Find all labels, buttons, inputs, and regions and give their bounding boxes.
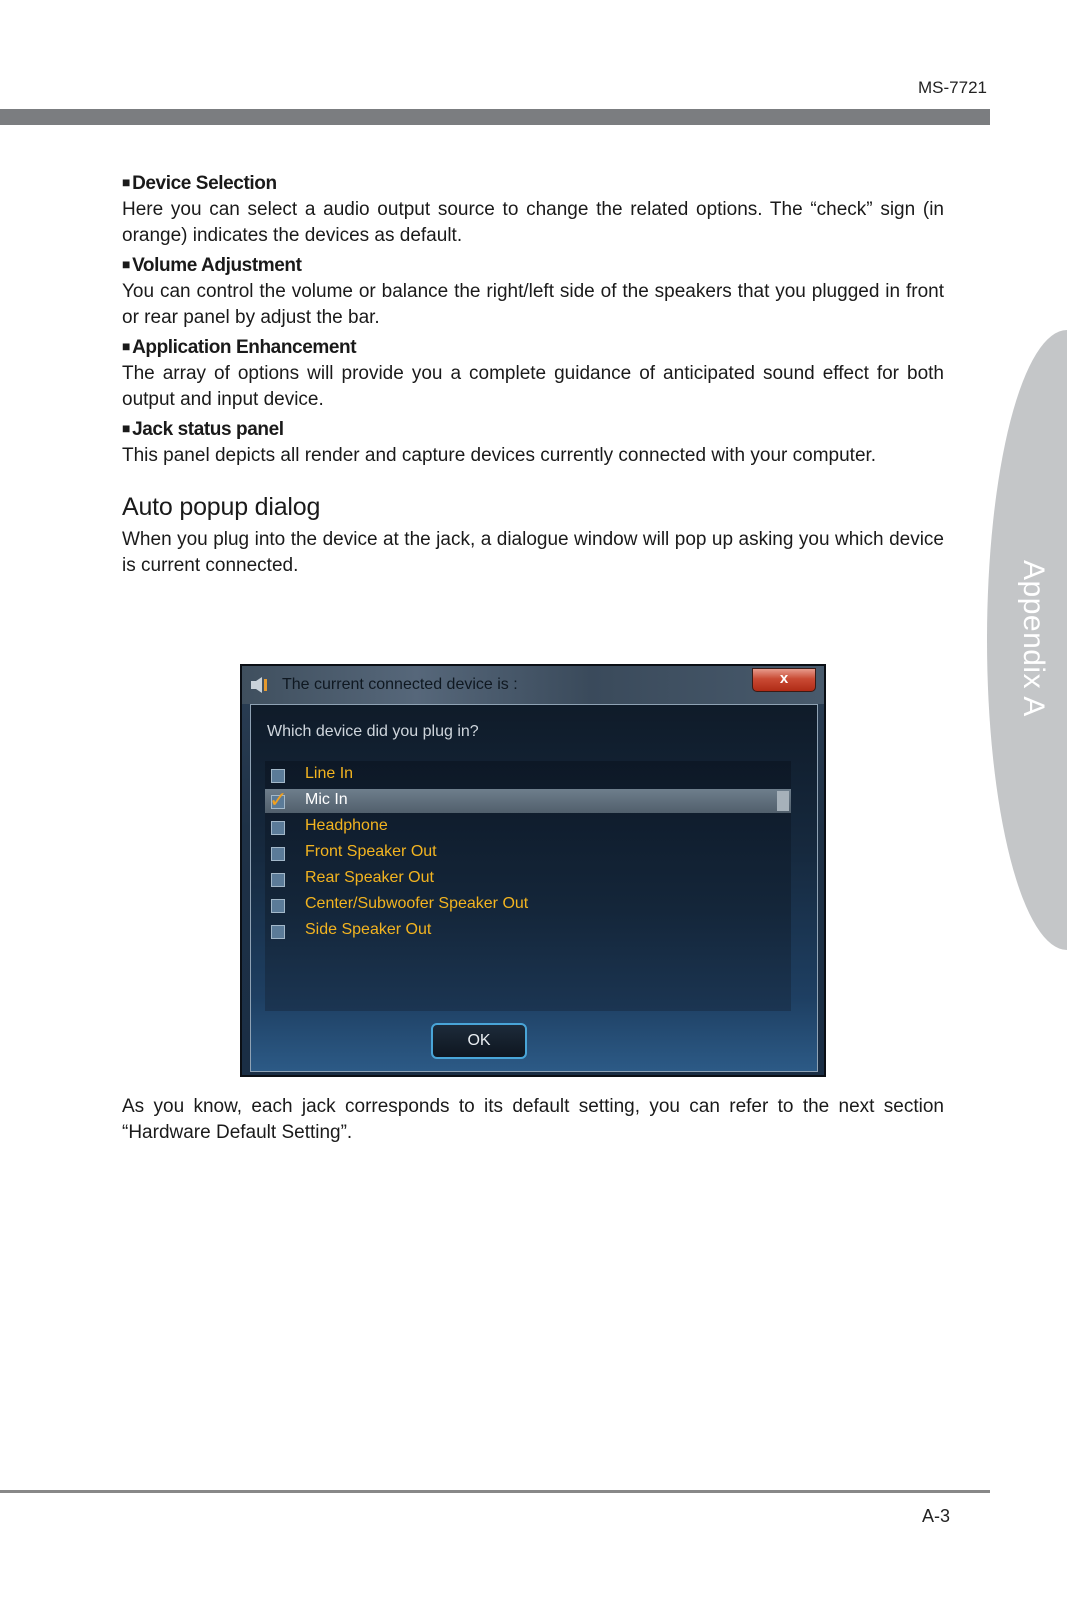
speaker-icon (250, 676, 270, 694)
device-list (265, 761, 791, 1011)
model-number: MS-7721 (918, 78, 987, 97)
auto-popup-text: When you plug into the device at the jack, a dialogue window will pop up asking you which device is current connected. (122, 529, 944, 576)
section-heading-application-enhancement: ■ Application Enhancement (122, 337, 357, 358)
device-checkbox[interactable] (271, 821, 285, 835)
dialog-body (250, 704, 818, 1072)
device-label: Line In (305, 765, 354, 782)
ok-button[interactable]: OK (431, 1023, 527, 1059)
device-list-item[interactable] (265, 763, 791, 787)
device-checkbox[interactable] (271, 873, 285, 887)
closing-content (122, 1094, 944, 1150)
device-list-item[interactable] (265, 789, 791, 813)
close-button[interactable]: x (752, 668, 816, 692)
dialog-question: Which device did you plug in? (267, 723, 479, 740)
check-icon: ✓ (269, 787, 288, 812)
device-checkbox[interactable] (271, 847, 285, 861)
device-dialog-screenshot (240, 664, 826, 1077)
device-checkbox[interactable] (271, 925, 285, 939)
dialog-titlebar (242, 666, 824, 704)
device-label: Mic In (305, 791, 348, 808)
device-label: Front Speaker Out (305, 843, 437, 860)
section-text-device-selection: Here you can select a audio output source to change the related options. The “check” sign (in orange) indicates the devices as default. (122, 199, 944, 246)
dialog-title: The current connected device is : (282, 676, 518, 693)
footer-rule (0, 1490, 990, 1493)
device-list-item[interactable] (265, 893, 791, 917)
device-checkbox[interactable] (271, 899, 285, 913)
device-list-item[interactable] (265, 867, 791, 891)
section-heading-volume-adjustment: ■ Volume Adjustment (122, 255, 302, 276)
device-list-item[interactable] (265, 841, 791, 865)
scrollbar-thumb[interactable] (777, 791, 789, 811)
main-content (122, 171, 944, 583)
device-label: Rear Speaker Out (305, 869, 434, 886)
section-text-application-enhancement: The array of options will provide you a complete guidance of anticipated sound effect for both output and input device. (122, 363, 944, 410)
auto-popup-title: Auto popup dialog (122, 493, 321, 521)
page-number: A-3 (921, 1506, 950, 1526)
closing-text: As you know, each jack corresponds to its default setting, you can refer to the next section “Hardware Default Setting”. (122, 1096, 944, 1143)
device-label: Headphone (305, 817, 388, 834)
section-text-volume-adjustment: You can control the volume or balance the right/left side of the speakers that you plugged in front or rear panel by adjust the bar. (122, 281, 944, 328)
device-list-item[interactable] (265, 919, 791, 943)
appendix-side-tab-label: Appendix A (1017, 560, 1050, 717)
header-bar (0, 109, 990, 125)
section-text-jack-status: This panel depicts all render and capture devices currently connected with your computer. (122, 445, 877, 466)
section-heading-jack-status: ■ Jack status panel (122, 419, 284, 440)
section-heading-device-selection: ■ Device Selection (122, 173, 277, 194)
device-checkbox[interactable] (271, 769, 285, 783)
device-label: Side Speaker Out (305, 921, 432, 938)
device-list-item[interactable] (265, 815, 791, 839)
device-label: Center/Subwoofer Speaker Out (305, 895, 529, 912)
